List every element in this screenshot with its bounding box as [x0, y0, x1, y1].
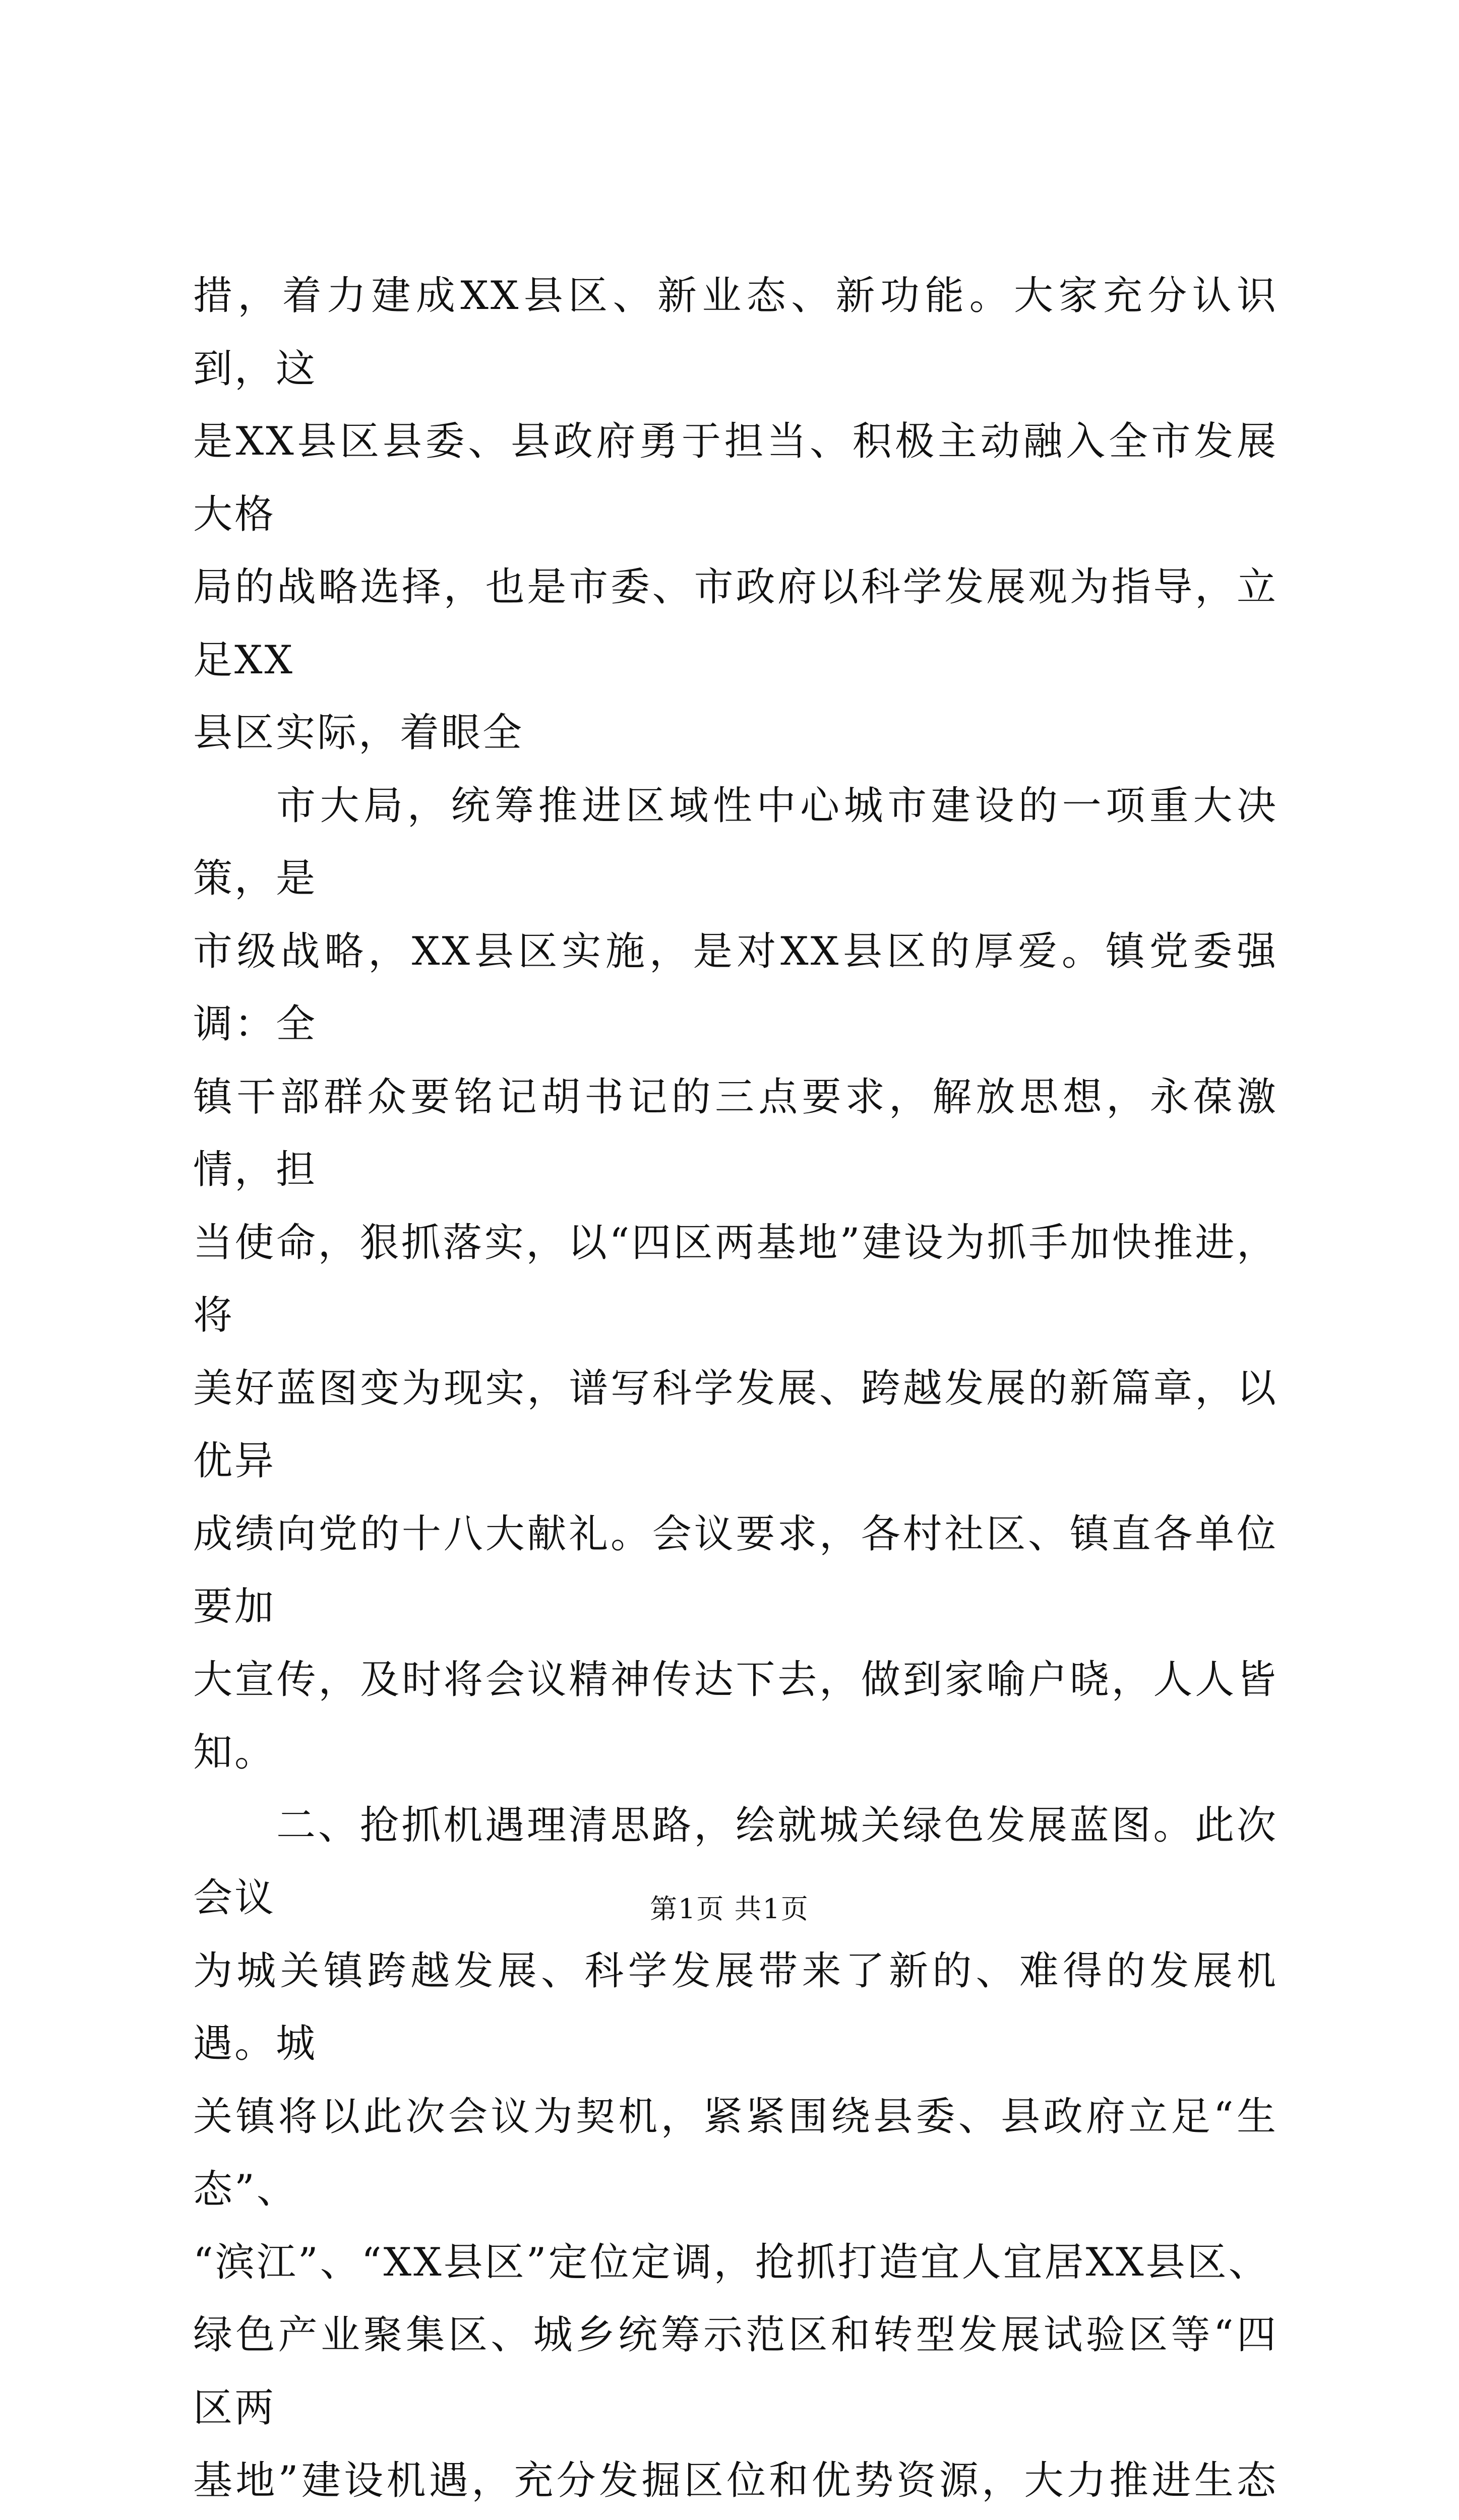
document-body — [193, 260, 1278, 2520]
text-line: 大宣传，及时将会议精神传达下去，做到家喻户晓，人人皆知。 — [193, 1657, 1278, 1776]
paragraph-2 — [193, 770, 1278, 1789]
text-line: 为城关镇跨越发展、科学发展带来了新的、难得的发展机遇。城 — [193, 1948, 1278, 2067]
text-line: 当使命，狠抓落实，以“四区两基地”建设为抓手加快推进，将 — [193, 1220, 1278, 1339]
text-line: 市级战略，XX县区实施，是对XX县区的厚爱。镇党委强调：全 — [193, 929, 1278, 1047]
text-line: 镇干部群众要铭记胡书记的三点要求，解放思想，永葆激情，担 — [193, 1075, 1278, 1193]
text-line: 二、抢抓机遇理清思路，绘就城关绿色发展蓝图。此次会议 — [193, 1803, 1278, 1921]
text-line: 市大局，统筹推进区域性中心城市建设的一项重大决策，是 — [193, 783, 1278, 902]
text-line: 是XX县区县委、县政府勇于担当、积极主动融入全市发展大格 — [193, 419, 1278, 537]
page-number-footer: 第1页 共1页 — [0, 1887, 1459, 1926]
text-line: 关镇将以此次会议为契机，紧紧围绕县委、县政府立足“生态”、 — [193, 2094, 1278, 2213]
text-line: 美好蓝图变为现实，谱写科学发展、跨越发展的新篇章，以优异 — [193, 1366, 1278, 1484]
text-line: 基地”建设机遇，充分发掘区位和优势资源，大力推进生态 — [193, 2458, 1278, 2520]
text-line: 绿色产业聚集区、城乡统筹示范区和转型发展试验区等“四区两 — [193, 2312, 1278, 2431]
text-line: 措，着力建成XX县区、新业态、新功能。大家充分认识到，这 — [193, 273, 1278, 392]
text-line: “滨江”、“XX县区”定位定调，抢抓打造宜人宜居XX县区、 — [193, 2240, 1270, 2285]
paragraph-1 — [193, 260, 1278, 770]
text-line: 县区实际，着眼全 — [193, 710, 524, 755]
text-line: 局的战略选择，也是市委、市政府以科学发展观为指导，立足XX — [193, 564, 1278, 683]
text-line: 成绩向党的十八大献礼。会议要求，各村社区、镇直各单位要加 — [193, 1511, 1278, 1630]
